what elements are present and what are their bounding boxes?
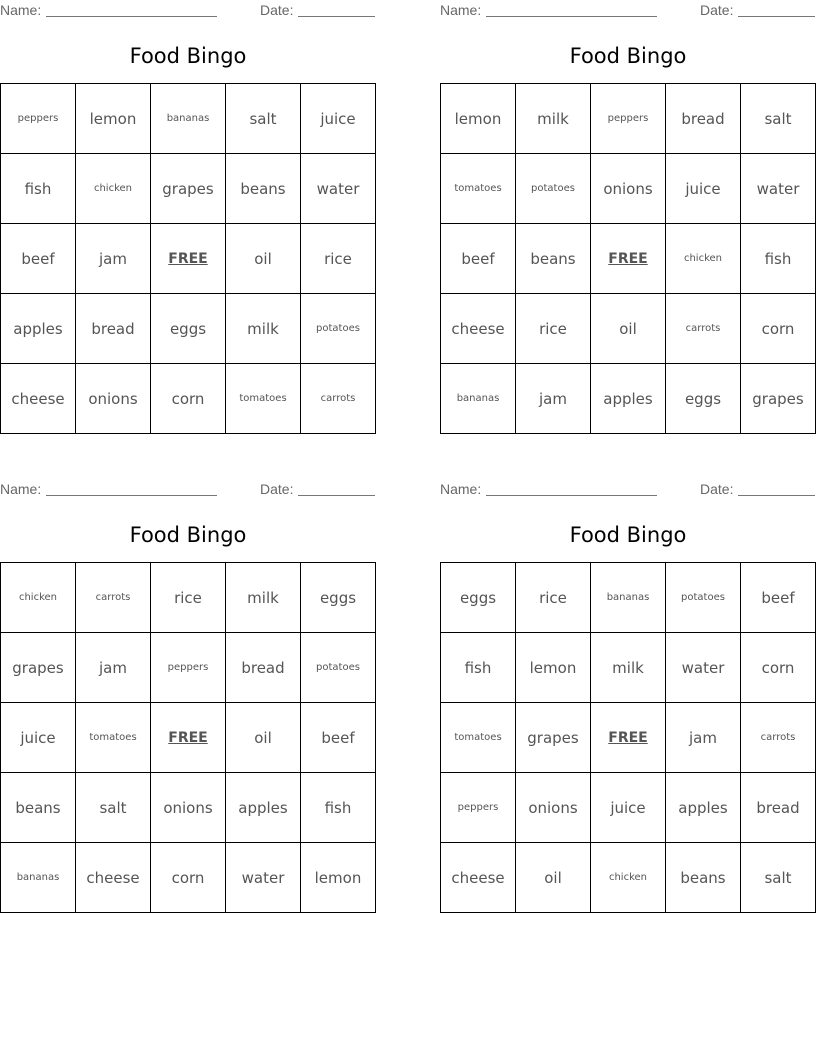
bingo-cell: water — [741, 154, 816, 224]
grid-row — [441, 633, 816, 703]
grid-row — [1, 294, 376, 364]
grid-row — [441, 84, 816, 154]
bingo-cell: beef — [301, 703, 376, 773]
date-blank-line — [298, 16, 375, 17]
grid-row — [441, 154, 816, 224]
bingo-cell: eggs — [151, 294, 226, 364]
bingo-cell: oil — [226, 703, 301, 773]
bingo-cell: chicken — [666, 224, 741, 294]
grid-row — [1, 364, 376, 434]
free-space-cell: FREE — [151, 224, 226, 294]
bingo-cell: lemon — [441, 84, 516, 154]
bingo-grid — [0, 83, 376, 434]
bingo-cell: bread — [666, 84, 741, 154]
bingo-cell: tomatoes — [76, 703, 151, 773]
bingo-cell: water — [301, 154, 376, 224]
grid-row — [1, 633, 376, 703]
bingo-cell: juice — [301, 84, 376, 154]
bingo-cell: eggs — [441, 563, 516, 633]
bingo-cell: bananas — [151, 84, 226, 154]
bingo-cell: cheese — [441, 294, 516, 364]
bingo-cell: lemon — [301, 843, 376, 913]
bingo-cell: onions — [516, 773, 591, 843]
card-header — [440, 479, 816, 501]
bingo-cell: bread — [741, 773, 816, 843]
bingo-cell: water — [666, 633, 741, 703]
date-label: Date: — [260, 2, 294, 18]
bingo-cell: corn — [741, 633, 816, 703]
bingo-cell: bananas — [441, 364, 516, 434]
bingo-cell: tomatoes — [441, 154, 516, 224]
bingo-cell: grapes — [741, 364, 816, 434]
bingo-cell: beef — [1, 224, 76, 294]
bingo-cell: salt — [226, 84, 301, 154]
grid-row — [1, 84, 376, 154]
bingo-cell: salt — [76, 773, 151, 843]
grid-row — [1, 843, 376, 913]
name-label: Name: — [0, 2, 42, 18]
bingo-card-4 — [440, 479, 816, 919]
bingo-card-3 — [0, 479, 376, 919]
bingo-cell: apples — [666, 773, 741, 843]
free-space-cell: FREE — [591, 703, 666, 773]
name-label: Name: — [440, 481, 482, 497]
bingo-cell: cheese — [441, 843, 516, 913]
name-blank-line — [46, 495, 217, 496]
grid-row — [441, 224, 816, 294]
bingo-cell: jam — [666, 703, 741, 773]
grid-row — [1, 703, 376, 773]
bingo-cell: milk — [591, 633, 666, 703]
bingo-grid — [440, 562, 816, 913]
bingo-cell: beef — [741, 563, 816, 633]
name-blank-line — [486, 495, 657, 496]
bingo-cell: juice — [1, 703, 76, 773]
bingo-cell: rice — [301, 224, 376, 294]
bingo-cell: apples — [591, 364, 666, 434]
bingo-cell: lemon — [516, 633, 591, 703]
bingo-cell: cheese — [76, 843, 151, 913]
bingo-cell: fish — [1, 154, 76, 224]
bingo-cell: onions — [151, 773, 226, 843]
bingo-cell: oil — [591, 294, 666, 364]
date-blank-line — [738, 495, 815, 496]
bingo-cell: rice — [516, 563, 591, 633]
bingo-cell: carrots — [741, 703, 816, 773]
grid-row — [1, 224, 376, 294]
bingo-cell: salt — [741, 843, 816, 913]
bingo-cell: peppers — [151, 633, 226, 703]
bingo-cell: beans — [516, 224, 591, 294]
date-label: Date: — [260, 481, 294, 497]
date-blank-line — [738, 16, 815, 17]
bingo-cell: water — [226, 843, 301, 913]
date-blank-line — [298, 495, 375, 496]
bingo-cell: grapes — [151, 154, 226, 224]
bingo-cell: jam — [76, 224, 151, 294]
bingo-cell: milk — [226, 563, 301, 633]
bingo-cell: onions — [591, 154, 666, 224]
bingo-cell: corn — [151, 364, 226, 434]
bingo-cell: rice — [516, 294, 591, 364]
bingo-cell: milk — [226, 294, 301, 364]
bingo-card-1 — [0, 0, 376, 440]
bingo-cell: jam — [76, 633, 151, 703]
bingo-cell: juice — [666, 154, 741, 224]
bingo-cell: carrots — [76, 563, 151, 633]
bingo-cell: rice — [151, 563, 226, 633]
card-title: Food Bingo — [569, 44, 687, 68]
bingo-cell: chicken — [1, 563, 76, 633]
bingo-card-2 — [440, 0, 816, 440]
name-label: Name: — [0, 481, 42, 497]
grid-row — [441, 563, 816, 633]
bingo-cell: milk — [516, 84, 591, 154]
card-header — [440, 0, 816, 22]
bingo-cell: corn — [151, 843, 226, 913]
grid-row — [1, 773, 376, 843]
bingo-cell: beans — [1, 773, 76, 843]
grid-row — [1, 154, 376, 224]
card-title: Food Bingo — [129, 523, 247, 547]
name-blank-line — [486, 16, 657, 17]
bingo-cell: onions — [76, 364, 151, 434]
date-label: Date: — [700, 2, 734, 18]
grid-row — [441, 703, 816, 773]
bingo-cell: beans — [226, 154, 301, 224]
bingo-cell: eggs — [666, 364, 741, 434]
free-space-cell: FREE — [151, 703, 226, 773]
bingo-cell: chicken — [76, 154, 151, 224]
bingo-cell: carrots — [301, 364, 376, 434]
bingo-cell: jam — [516, 364, 591, 434]
grid-row — [441, 294, 816, 364]
bingo-cell: oil — [226, 224, 301, 294]
bingo-cell: bananas — [1, 843, 76, 913]
bingo-cell: peppers — [1, 84, 76, 154]
bingo-cell: corn — [741, 294, 816, 364]
bingo-grid — [440, 83, 816, 434]
bingo-cell: lemon — [76, 84, 151, 154]
card-title: Food Bingo — [569, 523, 687, 547]
free-space-cell: FREE — [591, 224, 666, 294]
bingo-cell: fish — [441, 633, 516, 703]
bingo-cell: grapes — [516, 703, 591, 773]
name-label: Name: — [440, 2, 482, 18]
bingo-cell: oil — [516, 843, 591, 913]
bingo-cell: bread — [76, 294, 151, 364]
grid-row — [441, 773, 816, 843]
card-title: Food Bingo — [129, 44, 247, 68]
grid-row — [441, 843, 816, 913]
bingo-cell: potatoes — [516, 154, 591, 224]
bingo-cell: beef — [441, 224, 516, 294]
date-label: Date: — [700, 481, 734, 497]
bingo-cell: cheese — [1, 364, 76, 434]
bingo-cell: apples — [226, 773, 301, 843]
bingo-cell: grapes — [1, 633, 76, 703]
bingo-cell: potatoes — [301, 294, 376, 364]
name-blank-line — [46, 16, 217, 17]
bingo-cell: peppers — [591, 84, 666, 154]
bingo-cell: fish — [301, 773, 376, 843]
bingo-cell: juice — [591, 773, 666, 843]
card-header — [0, 479, 376, 501]
bingo-cell: salt — [741, 84, 816, 154]
grid-row — [1, 563, 376, 633]
bingo-cell: tomatoes — [441, 703, 516, 773]
bingo-cell: bananas — [591, 563, 666, 633]
bingo-cell: potatoes — [301, 633, 376, 703]
card-header — [0, 0, 376, 22]
bingo-cell: carrots — [666, 294, 741, 364]
bingo-cell: chicken — [591, 843, 666, 913]
bingo-cell: beans — [666, 843, 741, 913]
bingo-cell: potatoes — [666, 563, 741, 633]
bingo-grid — [0, 562, 376, 913]
bingo-cell: peppers — [441, 773, 516, 843]
grid-row — [441, 364, 816, 434]
bingo-cell: tomatoes — [226, 364, 301, 434]
bingo-cell: bread — [226, 633, 301, 703]
bingo-cell: eggs — [301, 563, 376, 633]
bingo-cell: apples — [1, 294, 76, 364]
bingo-cell: fish — [741, 224, 816, 294]
